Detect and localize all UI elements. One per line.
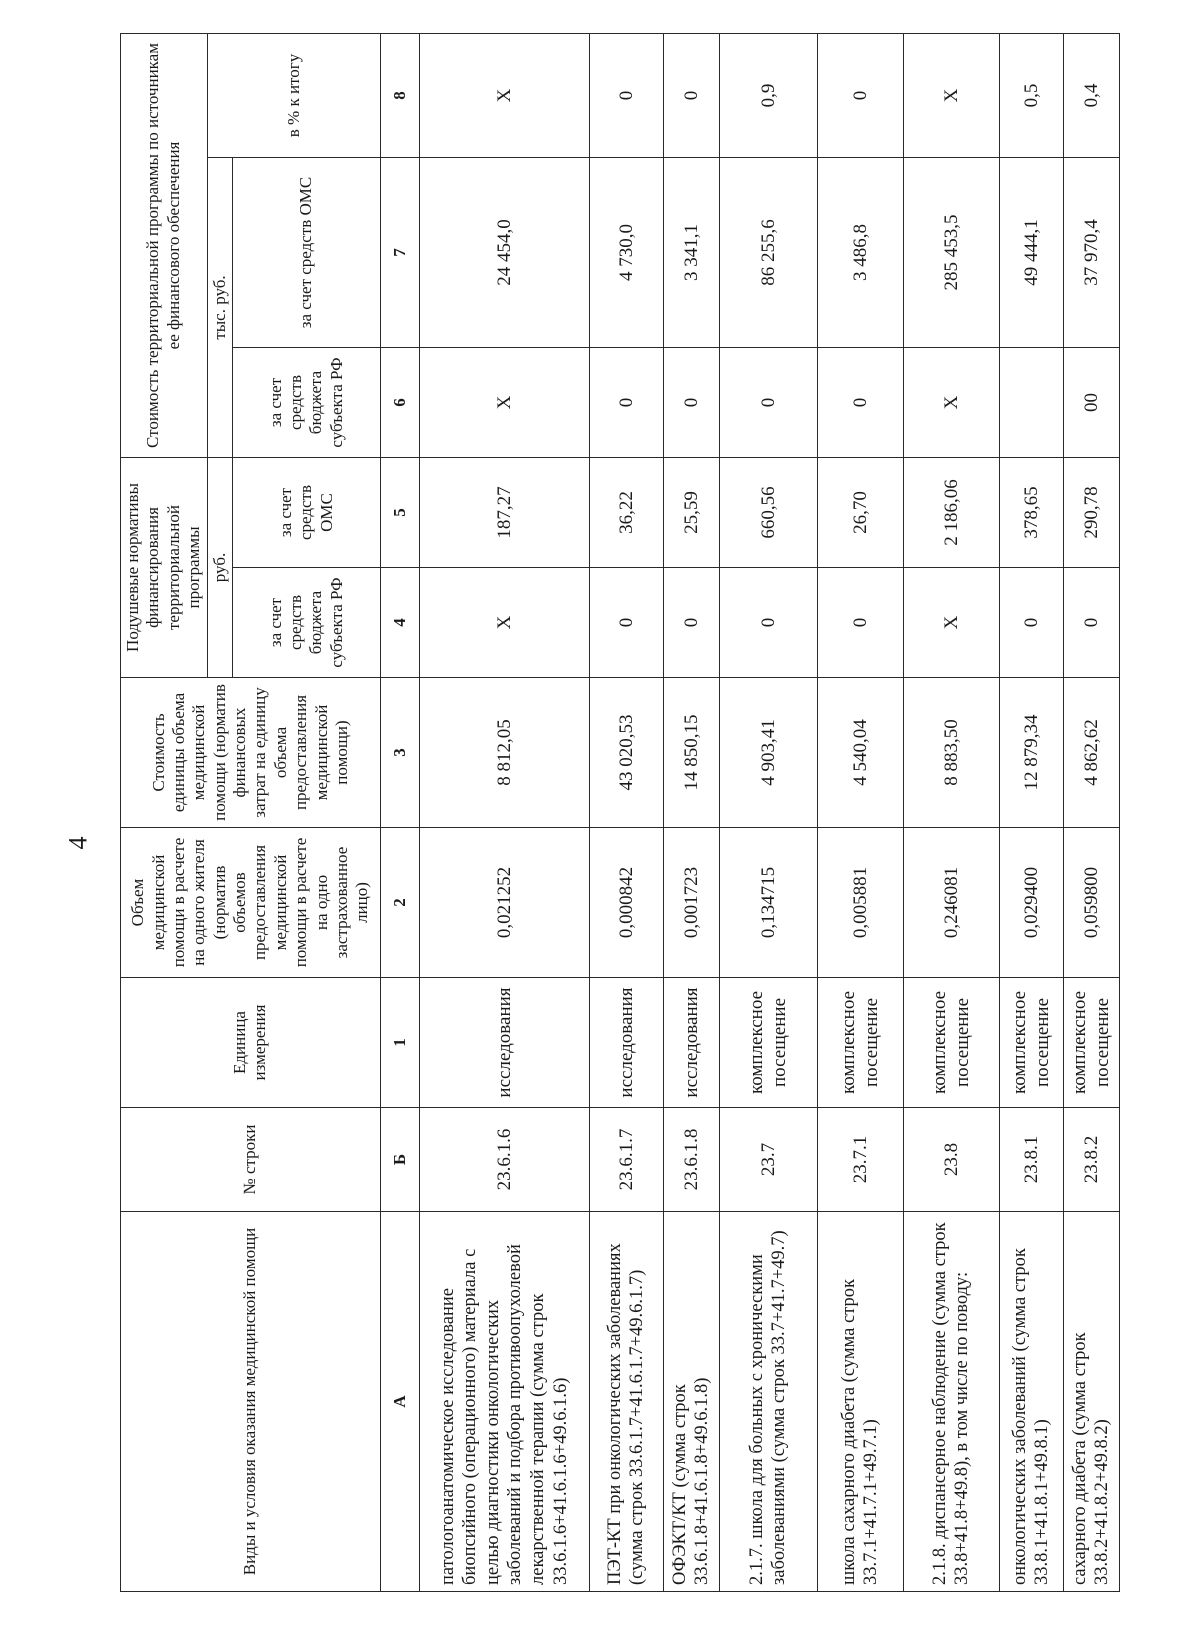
row-volume: 0,029400 [999, 828, 1063, 978]
row-total-budget [999, 347, 1063, 457]
table-row [999, 33, 1063, 1591]
row-volume: 0,021252 [419, 828, 589, 978]
row-description: сахарного диабета (сумма строк 33.8.2+41.8.2+49.8.2) [1063, 1212, 1119, 1592]
header-col-a: Виды и условия оказания медицинской помощи [121, 1212, 381, 1592]
row-norm-budget: Х [903, 568, 999, 678]
header-col-1: Единица измерения [121, 978, 381, 1108]
table-row [719, 33, 817, 1591]
row-number: 23.6.1.8 [663, 1108, 719, 1212]
table-row [589, 33, 663, 1591]
row-percent: 0 [817, 33, 903, 157]
row-norm-budget: 0 [589, 568, 663, 678]
row-norm-oms: 36,22 [589, 457, 663, 567]
header-col-7: за счет средств ОМС [232, 157, 380, 347]
header-col-4: за счет средств бюджета субъекта РФ [232, 568, 380, 678]
table-header [121, 33, 381, 1591]
row-norm-oms: 187,27 [419, 457, 589, 567]
row-number: 23.7.1 [817, 1108, 903, 1212]
row-norm-budget: 0 [663, 568, 719, 678]
column-number: 7 [380, 157, 419, 347]
row-description: 2.1.8. диспансерное наблюдение (сумма строк 33.8+41.8+49.8), в том числе по поводу: [903, 1212, 999, 1592]
row-percent: Х [903, 33, 999, 157]
column-number: 8 [380, 33, 419, 157]
table-row [903, 33, 999, 1591]
financing-table [120, 33, 1120, 1592]
column-number: 5 [380, 457, 419, 567]
header-group-cost: Стоимость территориальной программы по источникам ее финансового обеспечения [121, 33, 208, 457]
column-number: 3 [380, 678, 419, 828]
row-total-oms: 86 255,6 [719, 157, 817, 347]
header-col-3: Стоимость единицы объема медицинской помощи (норматив финансовых затрат на единицу объема предоставления медицинской помощи) [121, 678, 381, 828]
column-number: 6 [380, 347, 419, 457]
row-volume: 0,059800 [1063, 828, 1119, 978]
header-col-6: за счет средств бюджета субъекта РФ [232, 347, 380, 457]
row-unit-cost: 4 862,62 [1063, 678, 1119, 828]
row-unit: исследования [663, 978, 719, 1108]
row-volume: 0,246081 [903, 828, 999, 978]
header-col-2: Объем медицинской помощи в расчете на одного жителя (норматив объемов предоставления медицинской помощи в расчете на одно застрахованное лицо) [121, 828, 381, 978]
header-col-8: в % к итогу [207, 33, 380, 157]
row-number: 23.6.1.7 [589, 1108, 663, 1212]
column-number: Б [380, 1108, 419, 1212]
table-row [663, 33, 719, 1591]
row-total-oms: 49 444,1 [999, 157, 1063, 347]
row-percent: 0,4 [1063, 33, 1119, 157]
row-total-oms: 24 454,0 [419, 157, 589, 347]
row-norm-budget: Х [419, 568, 589, 678]
row-unit: комплексное посещение [817, 978, 903, 1108]
row-unit-cost: 8 812,05 [419, 678, 589, 828]
row-description: онкологических заболеваний (сумма строк 33.8.1+41.8.1+49.8.1) [999, 1212, 1063, 1592]
row-unit: исследования [419, 978, 589, 1108]
row-number: 23.8.1 [999, 1108, 1063, 1212]
row-number: 23.8.2 [1063, 1108, 1119, 1212]
row-unit: комплексное посещение [719, 978, 817, 1108]
row-percent: 0,9 [719, 33, 817, 157]
row-norm-oms: 290,78 [1063, 457, 1119, 567]
row-unit: комплексное посещение [903, 978, 999, 1108]
row-norm-budget: 0 [817, 568, 903, 678]
row-total-oms: 37 970,4 [1063, 157, 1119, 347]
column-number: 2 [380, 828, 419, 978]
row-total-budget: 0 [719, 347, 817, 457]
row-total-oms: 4 730,0 [589, 157, 663, 347]
table-row [817, 33, 903, 1591]
row-norm-budget: 0 [999, 568, 1063, 678]
page-number: 4 [63, 836, 93, 850]
row-volume: 0,000842 [589, 828, 663, 978]
row-volume: 0,001723 [663, 828, 719, 978]
row-norm-oms: 26,70 [817, 457, 903, 567]
column-number: 1 [380, 978, 419, 1108]
row-description: школа сахарного диабета (сумма строк 33.7.1+41.7.1+49.7.1) [817, 1212, 903, 1592]
row-norm-oms: 25,59 [663, 457, 719, 567]
row-description: 2.1.7. школа для больных с хроническими заболеваниями (сумма строк 33.7+41.7+49.7) [719, 1212, 817, 1592]
row-number: 23.6.1.6 [419, 1108, 589, 1212]
row-total-budget: Х [903, 347, 999, 457]
row-unit-cost: 4 903,41 [719, 678, 817, 828]
row-number: 23.7 [719, 1108, 817, 1212]
header-col-5: за счет средств ОМС [232, 457, 380, 567]
row-unit-cost: 43 020,53 [589, 678, 663, 828]
table-row [1063, 33, 1119, 1591]
row-percent: Х [419, 33, 589, 157]
row-unit-cost: 12 879,34 [999, 678, 1063, 828]
row-total-budget: 00 [1063, 347, 1119, 457]
row-unit-cost: 8 883,50 [903, 678, 999, 828]
row-total-oms: 285 453,5 [903, 157, 999, 347]
row-norm-oms: 660,56 [719, 457, 817, 567]
row-description: патологоанатомическое исследование биопсийного (операционного) материала с целью диагностики онкологических заболеваний и подбора противоопухолевой лекарственной терапии (сумма строк 33.6.1.6+41.6.1.6+49.6.1.6) [419, 1212, 589, 1592]
row-total-oms: 3 341,1 [663, 157, 719, 347]
column-number: А [380, 1212, 419, 1592]
row-number: 23.8 [903, 1108, 999, 1212]
row-percent: 0 [589, 33, 663, 157]
row-total-budget: 0 [817, 347, 903, 457]
row-norm-budget: 0 [719, 568, 817, 678]
row-unit: исследования [589, 978, 663, 1108]
column-number: 4 [380, 568, 419, 678]
header-group-norms: Подушевые нормативы финансирования территориальной программы [121, 457, 208, 677]
row-norm-budget: 0 [1063, 568, 1119, 678]
row-total-budget: 0 [663, 347, 719, 457]
row-volume: 0,005881 [817, 828, 903, 978]
header-norms-unit: руб. [207, 457, 232, 677]
row-description: ОФЭКТ/КТ (сумма строк 33.6.1.8+41.6.1.8+49.6.1.8) [663, 1212, 719, 1592]
header-cost-unit: тыс. руб. [207, 157, 232, 457]
row-norm-oms: 378,65 [999, 457, 1063, 567]
row-total-budget: Х [419, 347, 589, 457]
header-col-b: № строки [121, 1108, 381, 1212]
row-unit: комплексное посещение [1063, 978, 1119, 1108]
rotated-page [120, 34, 1198, 1592]
row-percent: 0 [663, 33, 719, 157]
column-numbers-row [380, 33, 419, 1591]
row-description: ПЭТ-КТ при онкологических заболеваниях (сумма строк 33.6.1.7+41.6.1.7+49.6.1.7) [589, 1212, 663, 1592]
table-row [419, 33, 589, 1591]
row-unit-cost: 4 540,04 [817, 678, 903, 828]
row-volume: 0,134715 [719, 828, 817, 978]
row-unit-cost: 14 850,15 [663, 678, 719, 828]
row-percent: 0,5 [999, 33, 1063, 157]
row-unit: комплексное посещение [999, 978, 1063, 1108]
row-total-oms: 3 486,8 [817, 157, 903, 347]
row-norm-oms: 2 186,06 [903, 457, 999, 567]
row-total-budget: 0 [589, 347, 663, 457]
